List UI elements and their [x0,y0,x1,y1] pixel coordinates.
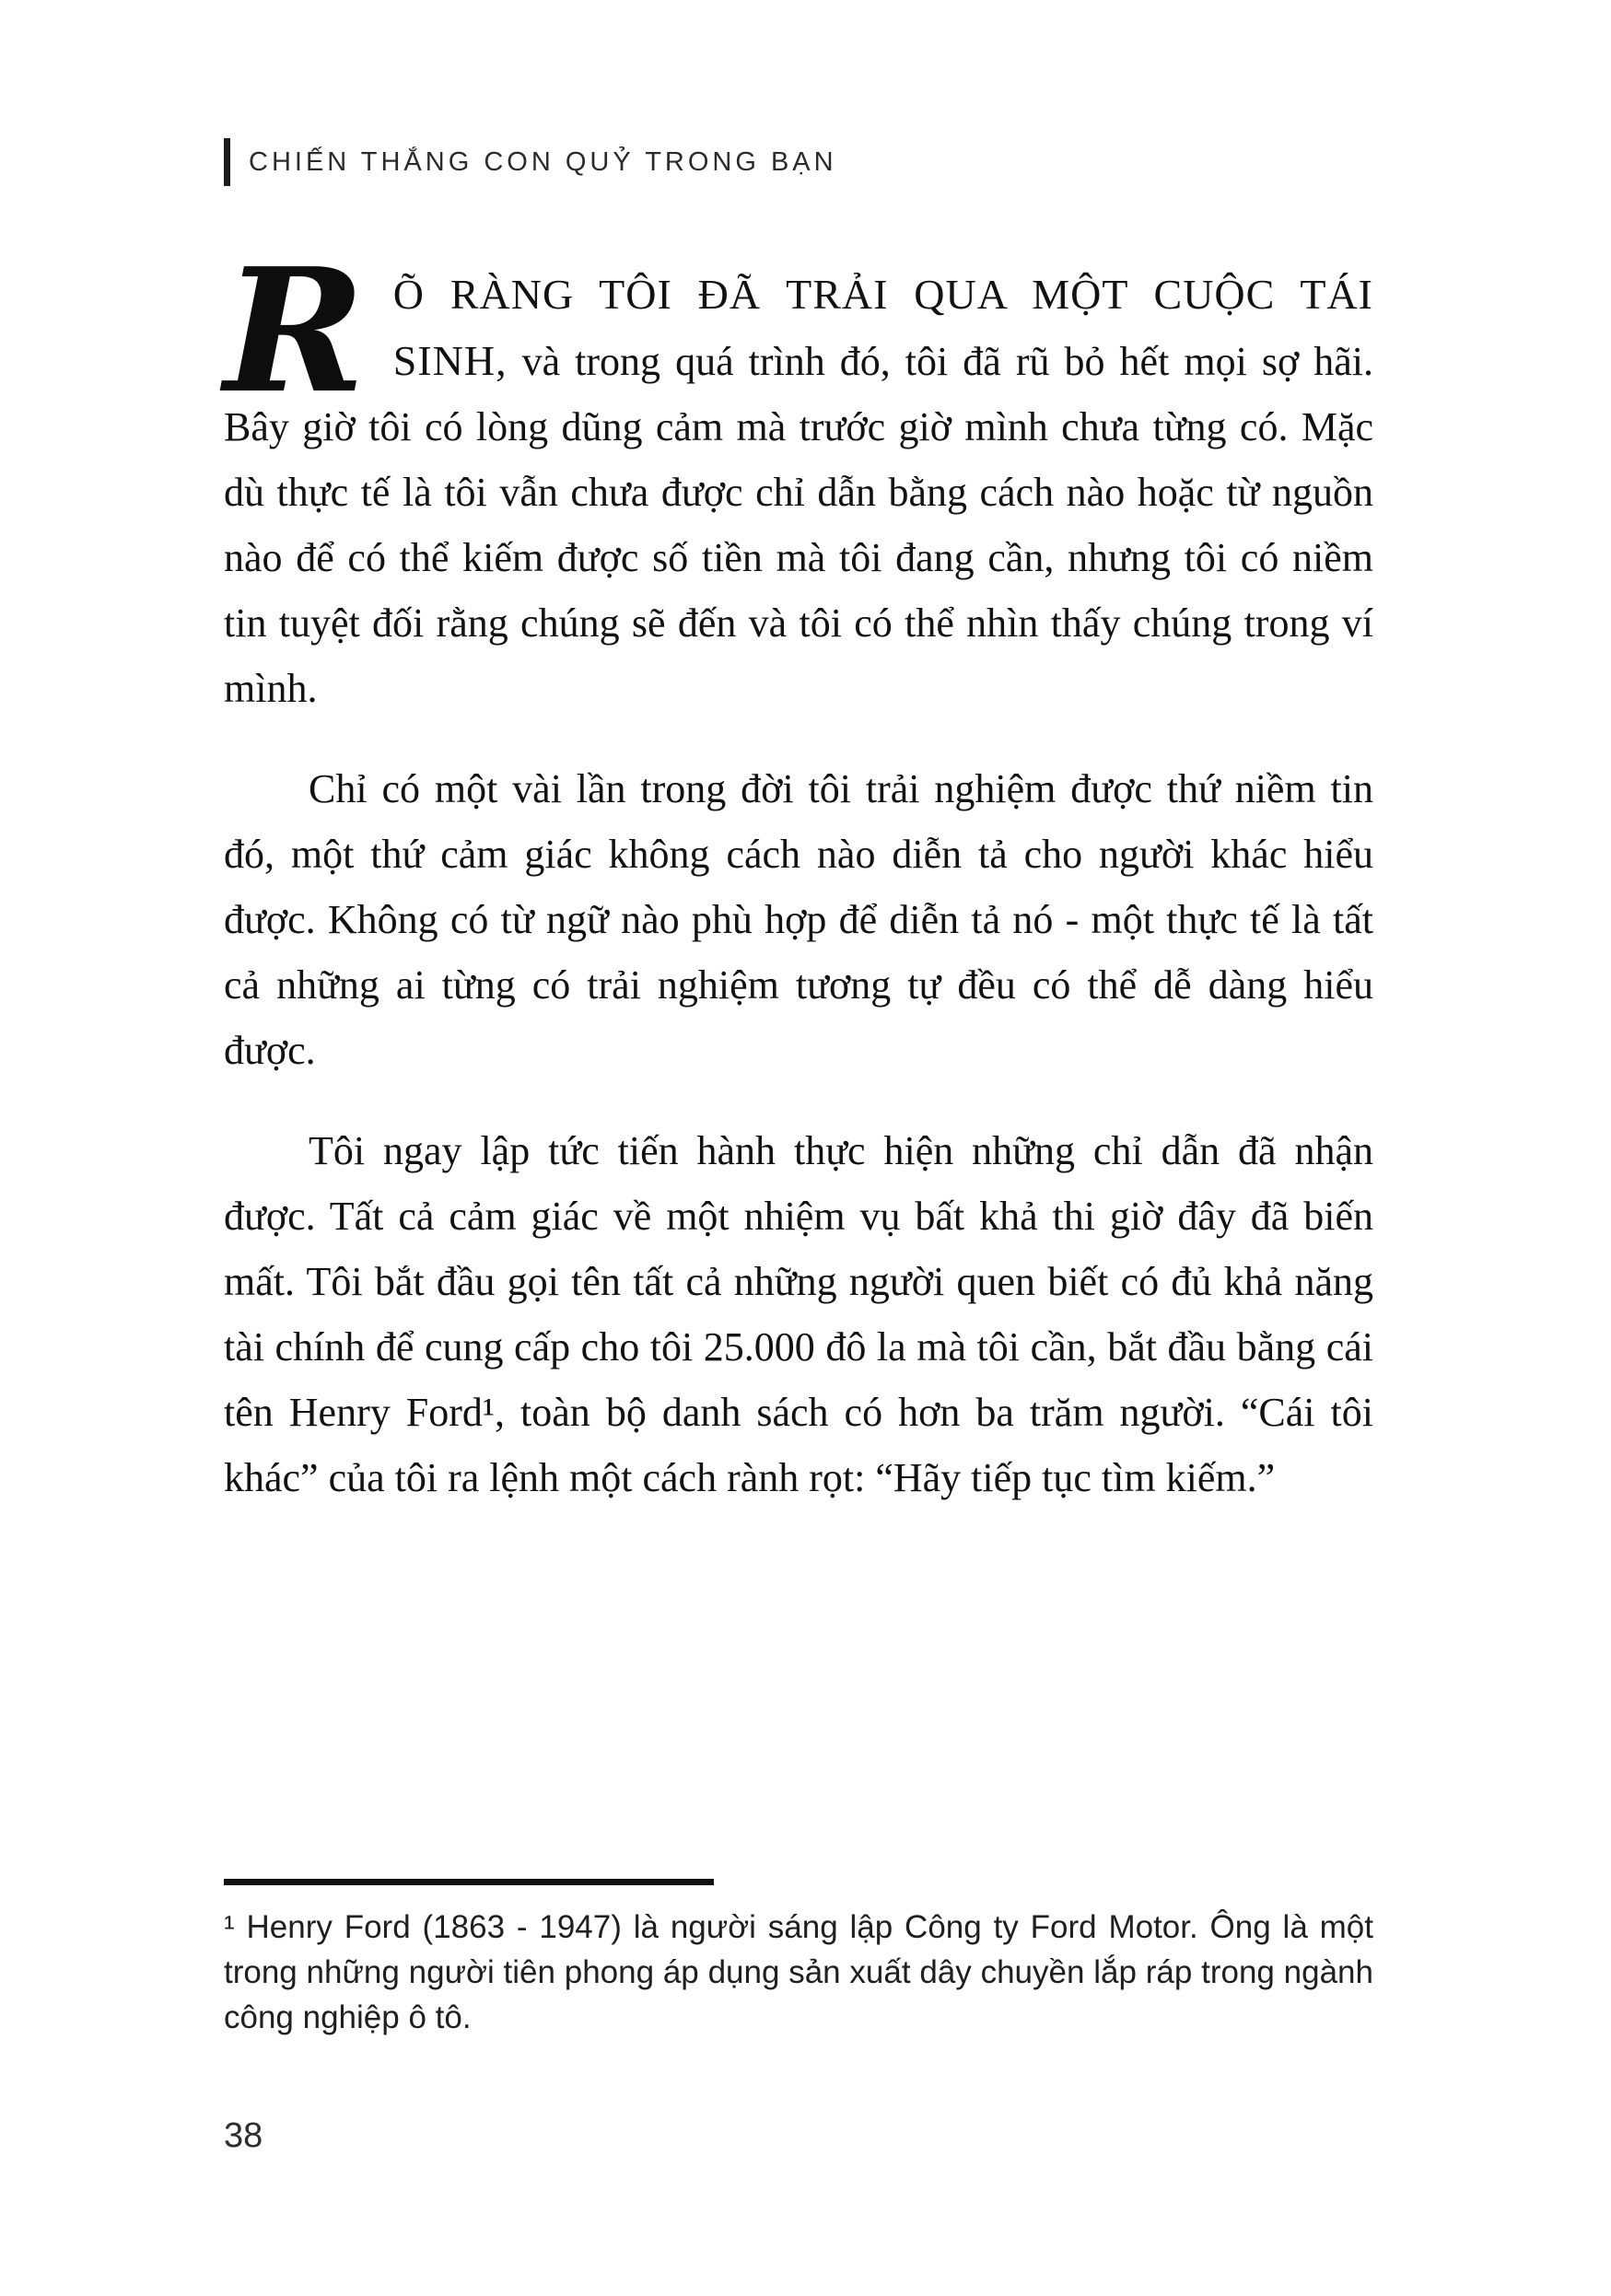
page-body [224,230,1373,1545]
paragraph-second: Chỉ có một vài lần trong đời tôi trải nghiệm được thứ niềm tin đó, một thứ cảm giác không cách nào diễn tả cho người khác hiểu được. Không có từ ngữ nào phù hợp để diễn tả nó - một thực tế là tất cả những ai từng có trải nghiệm tương tự đều có thể dễ dàng hiểu được. [224,766,1373,1073]
footnote-divider [224,1879,714,1885]
header-rule [224,138,230,186]
running-header-title: CHIẾN THẮNG CON QUỶ TRONG BẠN [249,146,837,177]
running-header [224,138,837,186]
paragraph-opening [224,230,1373,721]
opening-caps-phrase: Õ RÀNG TÔI ĐÃ TRẢI QUA MỘT CUỘC TÁI SINH, [392,271,1373,384]
paragraph-third: Tôi ngay lập tức tiến hành thực hiện những chỉ dẫn đã nhận được. Tất cả cảm giác về một nhiệm vụ bất khả thi giờ đây đã biến mất. Tôi bắt đầu gọi tên tất cả những người quen biết có đủ khả năng tài chính để cung cấp cho tôi 25.000 đô la mà tôi cần, bắt đầu bằng cái tên Henry Ford¹, toàn bộ danh sách có hơn ba trăm người. “Cái tôi khác” của tôi ra lệnh một cách rành rọt: “Hãy tiếp tục tìm kiếm.” [224,1128,1373,1500]
dropcap-letter: R [224,230,366,431]
paragraph-opening-text: và trong quá trình đó, tôi đã rũ bỏ hết mọi sợ hãi. Bây giờ tôi có lòng dũng cảm mà trước giờ mình chưa từng có. Mặc dù thực tế là tôi vẫn chưa được chỉ dẫn bằng cách nào hoặc từ nguồn nào để có thể kiếm được số tiền mà tôi đang cần, nhưng tôi có niềm tin tuyệt đối rằng chúng sẽ đến và tôi có thể nhìn thấy chúng trong ví mình. [224,339,1373,711]
page-number: 38 [224,2116,263,2155]
footnote-text: ¹ Henry Ford (1863 - 1947) là người sáng lập Công ty Ford Motor. Ông là một trong những người tiên phong áp dụng sản xuất dây chuyền lắp ráp trong ngành công nghiệp ô tô. [224,1909,1373,2035]
